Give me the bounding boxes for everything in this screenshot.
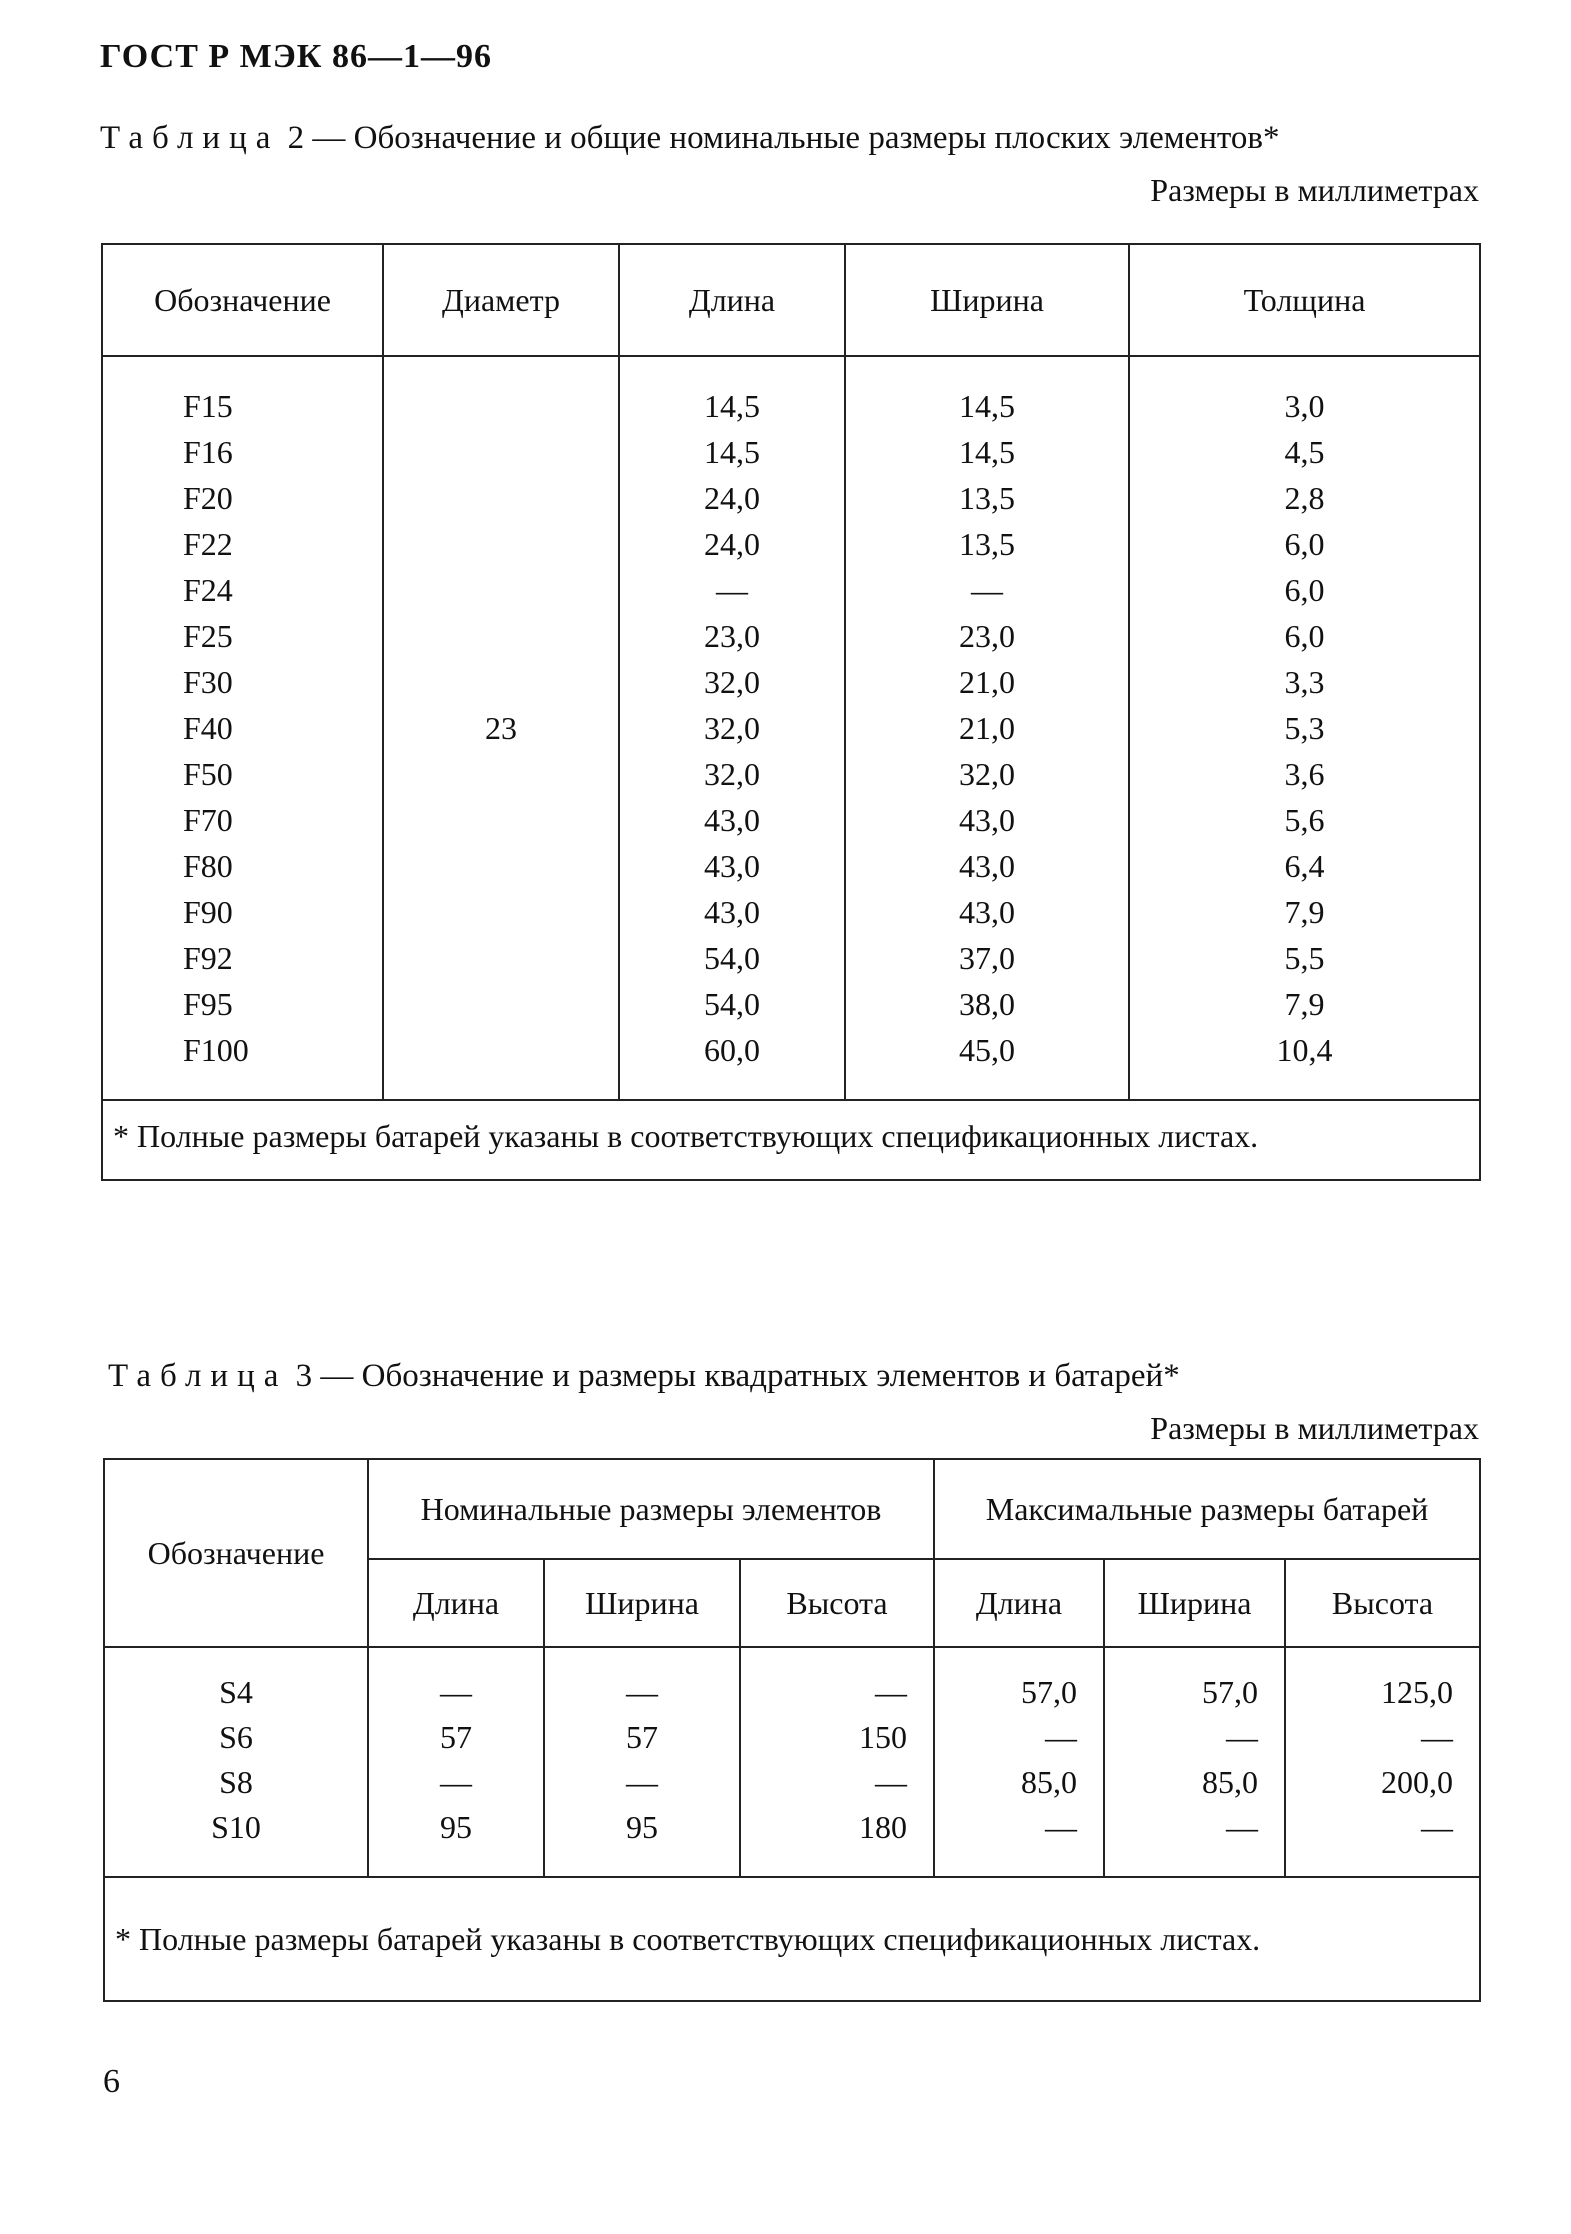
table-cell-value: 57 bbox=[440, 1719, 472, 1755]
table-cell-value: F15 bbox=[183, 388, 233, 424]
table3-nom-height-column bbox=[740, 1647, 934, 1877]
table-cell-value: 10,4 bbox=[1276, 1032, 1333, 1068]
table-cell-value: 57 bbox=[626, 1719, 658, 1755]
table-cell-value: 150 bbox=[859, 1719, 907, 1755]
table-cell-value: 14,5 bbox=[959, 434, 1015, 470]
table-cell-value: 85,0 bbox=[1202, 1764, 1258, 1800]
table-cell-value: F70 bbox=[183, 802, 233, 838]
table-cell-value: — bbox=[875, 1674, 907, 1710]
table2-designation-column bbox=[102, 356, 383, 1100]
table-cell-value: 24,0 bbox=[704, 480, 760, 516]
table-cell-value: 21,0 bbox=[959, 710, 1015, 746]
table-cell-value: 43,0 bbox=[704, 802, 760, 838]
table2-thickness-column bbox=[1129, 356, 1480, 1100]
table-cell-value: 95 bbox=[440, 1809, 472, 1845]
table-cell-value: 180 bbox=[859, 1809, 907, 1845]
table-cell-value: 43,0 bbox=[704, 894, 760, 930]
table-cell-value: F24 bbox=[183, 572, 233, 608]
table-cell-value: 5,5 bbox=[1284, 940, 1325, 976]
table-cell-value: 21,0 bbox=[959, 664, 1015, 700]
table-cell-value: 13,5 bbox=[959, 526, 1015, 562]
table-cell-value: F90 bbox=[183, 894, 233, 930]
table-cell-value: — bbox=[626, 1764, 658, 1800]
table-cell-value: 6,0 bbox=[1284, 526, 1325, 562]
table-cell-value: F95 bbox=[183, 986, 233, 1022]
table-cell-value: 54,0 bbox=[704, 940, 760, 976]
table-cell-value: 45,0 bbox=[959, 1032, 1015, 1068]
table2-diameter-cell: 23 bbox=[383, 356, 619, 1100]
table-cell-value: 7,9 bbox=[1284, 986, 1325, 1022]
table-cell-value: 57,0 bbox=[1202, 1674, 1258, 1710]
table2-length-column bbox=[619, 356, 845, 1100]
table3 bbox=[103, 1458, 1481, 2002]
table-cell-value: 43,0 bbox=[959, 894, 1015, 930]
table2-body-row bbox=[102, 356, 1480, 1100]
table-cell-value: — bbox=[875, 1764, 907, 1800]
table2-footnote: * Полные размеры батарей указаны в соответствующих спецификационных листах. bbox=[102, 1100, 1480, 1180]
table-cell-value: 43,0 bbox=[959, 848, 1015, 884]
table-cell-value: 5,6 bbox=[1284, 802, 1325, 838]
table-cell-value: — bbox=[1421, 1809, 1454, 1845]
table3-nom-width-column bbox=[544, 1647, 740, 1877]
table-cell-value: S8 bbox=[219, 1764, 253, 1800]
table3-group-nominal: Номинальные размеры элементов bbox=[368, 1459, 934, 1559]
table-cell-value: — bbox=[626, 1674, 658, 1710]
table-cell-value: 43,0 bbox=[959, 802, 1015, 838]
table-cell-value: — bbox=[1045, 1809, 1077, 1845]
table2 bbox=[101, 243, 1481, 1181]
table-cell-value: 6,0 bbox=[1284, 572, 1325, 608]
table3-sub-col: Длина bbox=[934, 1559, 1104, 1647]
table-cell-value: 14,5 bbox=[704, 434, 760, 470]
table-cell-value: F22 bbox=[183, 526, 233, 562]
table-cell-value: — bbox=[1226, 1719, 1258, 1755]
table3-header-row-1 bbox=[104, 1459, 1480, 1559]
table3-units: Размеры в миллиметрах bbox=[1150, 1410, 1479, 1446]
table-cell-value: — bbox=[971, 572, 1003, 608]
table-cell-value: 7,9 bbox=[1284, 894, 1325, 930]
table3-nom-length-column bbox=[368, 1647, 544, 1877]
table-cell-value: F100 bbox=[183, 1032, 249, 1068]
table3-sub-col: Длина bbox=[368, 1559, 544, 1647]
table-cell-value: S10 bbox=[211, 1809, 261, 1845]
table3-footnote: * Полные размеры батарей указаны в соответствующих спецификационных листах. bbox=[104, 1877, 1480, 2001]
table-cell-value: S4 bbox=[219, 1674, 253, 1710]
table-cell-value: 2,8 bbox=[1284, 480, 1325, 516]
table-cell-value: 6,4 bbox=[1284, 848, 1325, 884]
table3-col-designation: Обозначение bbox=[104, 1459, 368, 1647]
table3-group-max: Максимальные размеры батарей bbox=[934, 1459, 1480, 1559]
page-number: 6 bbox=[103, 2063, 120, 2100]
table2-caption-label: Таблица bbox=[100, 120, 280, 156]
table-cell-value: F92 bbox=[183, 940, 233, 976]
table2-caption-text: 2 — Обозначение и общие номинальные размеры плоских элементов* bbox=[279, 120, 1280, 156]
table-cell-value: 32,0 bbox=[704, 710, 760, 746]
table-cell-value: 23,0 bbox=[704, 618, 760, 654]
table-cell-value: 57,0 bbox=[1021, 1674, 1077, 1710]
table-cell-value: — bbox=[440, 1764, 472, 1800]
table3-sub-col: Ширина bbox=[544, 1559, 740, 1647]
table2-col-header: Толщина bbox=[1129, 244, 1480, 356]
table-cell-value: F30 bbox=[183, 664, 233, 700]
table-cell-value: 3,6 bbox=[1284, 756, 1325, 792]
table-cell-value: 54,0 bbox=[704, 986, 760, 1022]
table-cell-value: 23,0 bbox=[959, 618, 1015, 654]
table-cell-value: 3,0 bbox=[1284, 388, 1325, 424]
table-cell-value: 14,5 bbox=[704, 388, 760, 424]
table-cell-value: 5,3 bbox=[1284, 710, 1325, 746]
table3-max-length-column bbox=[934, 1647, 1104, 1877]
table-cell-value: — bbox=[1421, 1719, 1454, 1755]
table-cell-value: 38,0 bbox=[959, 986, 1015, 1022]
table2-caption bbox=[100, 120, 1279, 157]
table-cell-value: 32,0 bbox=[959, 756, 1015, 792]
table-cell-value: S6 bbox=[219, 1719, 253, 1755]
table-cell-value: F80 bbox=[183, 848, 233, 884]
table-cell-value: — bbox=[1045, 1719, 1077, 1755]
table2-width-column bbox=[845, 356, 1129, 1100]
table3-caption-text: 3 — Обозначение и размеры квадратных элементов и батарей* bbox=[287, 1358, 1180, 1394]
table-cell-value: — bbox=[440, 1674, 472, 1710]
table-cell-value: F25 bbox=[183, 618, 233, 654]
table-cell-value: 14,5 bbox=[959, 388, 1015, 424]
table-cell-value: 32,0 bbox=[704, 664, 760, 700]
table3-max-height-column bbox=[1285, 1647, 1480, 1877]
table-cell-value: 4,5 bbox=[1284, 434, 1325, 470]
table-cell-value: 13,5 bbox=[959, 480, 1015, 516]
table-cell-value: — bbox=[716, 572, 748, 608]
table2-header-row bbox=[102, 244, 1480, 356]
table-cell-value: 37,0 bbox=[959, 940, 1015, 976]
table2-col-header: Длина bbox=[619, 244, 845, 356]
table3-body-row bbox=[104, 1647, 1480, 1877]
table-cell-value: 32,0 bbox=[704, 756, 760, 792]
table3-designation-column bbox=[104, 1647, 368, 1877]
table-cell-value: 6,0 bbox=[1284, 618, 1325, 654]
table3-sub-col: Ширина bbox=[1104, 1559, 1285, 1647]
table3-caption bbox=[108, 1358, 1180, 1395]
table2-note-row bbox=[102, 1100, 1480, 1180]
table-cell-value: 200,0 bbox=[1381, 1764, 1454, 1800]
table-cell-value: F50 bbox=[183, 756, 233, 792]
table2-col-header: Ширина bbox=[845, 244, 1129, 356]
table-cell-value: 60,0 bbox=[704, 1032, 760, 1068]
table3-note-row bbox=[104, 1877, 1480, 2001]
table-cell-value: 125,0 bbox=[1381, 1674, 1454, 1710]
table3-max-width-column bbox=[1104, 1647, 1285, 1877]
table-cell-value: F20 bbox=[183, 480, 233, 516]
table-cell-value: — bbox=[1226, 1809, 1258, 1845]
table-cell-value: 85,0 bbox=[1021, 1764, 1077, 1800]
table3-sub-col: Высота bbox=[740, 1559, 934, 1647]
table2-col-header: Обозначение bbox=[102, 244, 383, 356]
table2-units: Размеры в миллиметрах bbox=[1150, 172, 1479, 208]
table3-sub-col: Высота bbox=[1285, 1559, 1480, 1647]
table2-col-header: Диаметр bbox=[383, 244, 619, 356]
table-cell-value: 43,0 bbox=[704, 848, 760, 884]
table-cell-value: 95 bbox=[626, 1809, 658, 1845]
table-cell-value: 3,3 bbox=[1284, 664, 1325, 700]
table-cell-value: F40 bbox=[183, 710, 233, 746]
document-header: ГОСТ Р МЭК 86—1—96 bbox=[100, 38, 492, 75]
table-cell-value: F16 bbox=[183, 434, 233, 470]
table3-caption-label: Таблица bbox=[108, 1358, 288, 1394]
table-cell-value: 24,0 bbox=[704, 526, 760, 562]
